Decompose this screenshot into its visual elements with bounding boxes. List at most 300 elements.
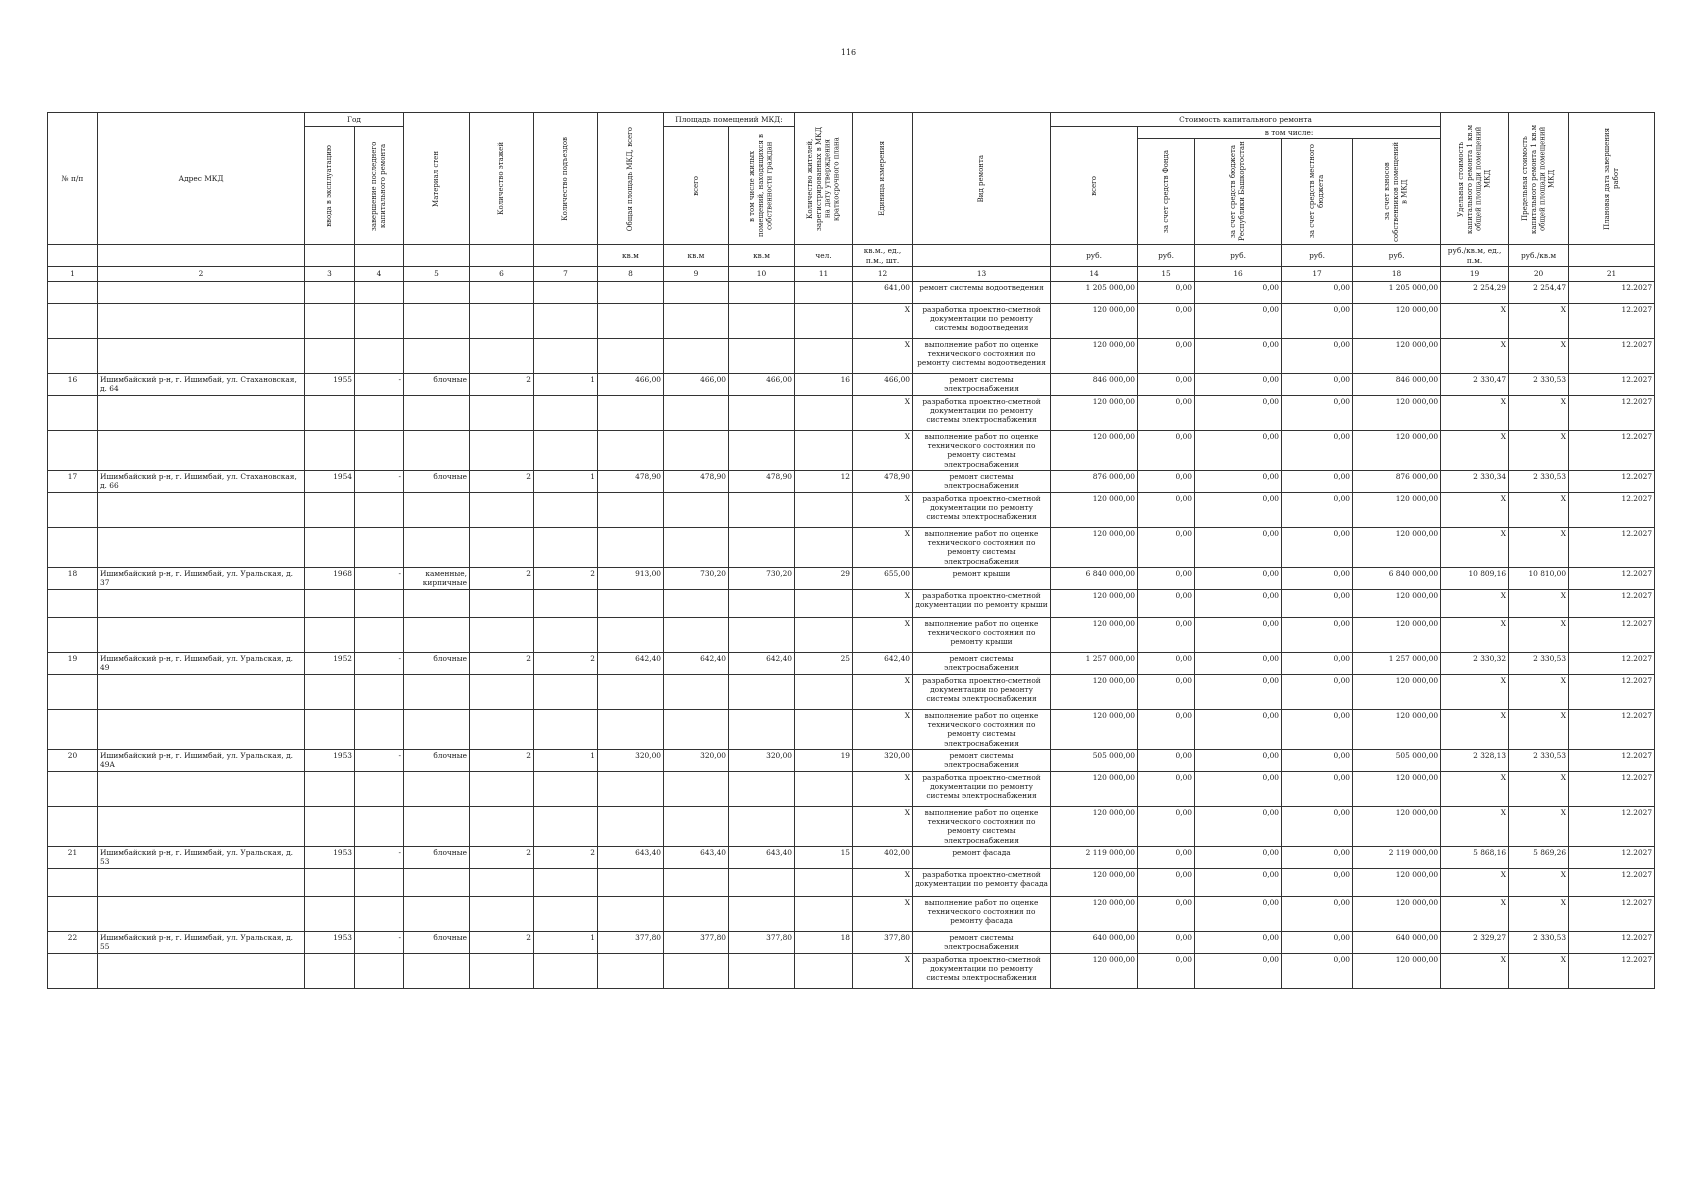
cell-fl: 2 [470,846,534,868]
cell-sp: 2 329,27 [1441,931,1509,953]
table-row [48,709,1655,749]
cell-cap: - [355,749,404,771]
cell-f: 0,00 [1138,652,1195,674]
cell-f: 0,00 [1138,868,1195,896]
cell-n: 20 [48,749,98,771]
cell-f: 0,00 [1138,395,1195,430]
cell-o: 640 000,00 [1353,931,1441,953]
cell-n [48,430,98,470]
cell-f: 0,00 [1138,806,1195,846]
cell-n [48,771,98,806]
cell-s2 [664,527,729,567]
cell-t: 120 000,00 [1051,617,1138,652]
cell-b: 0,00 [1195,589,1282,617]
cell-lim: X [1509,589,1569,617]
cell-sp: X [1441,395,1509,430]
cell-fl [470,868,534,896]
cell-f: 0,00 [1138,953,1195,988]
cell-lim: 2 330,53 [1509,470,1569,492]
table-row [48,868,1655,896]
cell-u: 377,80 [853,931,913,953]
cell-t: 505 000,00 [1051,749,1138,771]
cell-s3: 642,40 [729,652,795,674]
cell-sp: X [1441,527,1509,567]
cell-d: 12.2027 [1569,868,1655,896]
cell-s1 [598,617,664,652]
cell-cap [355,806,404,846]
cell-ppl [795,896,853,931]
cell-u: X [853,617,913,652]
cell-b: 0,00 [1195,373,1282,395]
cell-cap: - [355,931,404,953]
cell-b: 0,00 [1195,430,1282,470]
cell-t: 120 000,00 [1051,771,1138,806]
cell-t: 640 000,00 [1051,931,1138,953]
cell-t: 6 840 000,00 [1051,567,1138,589]
cell-s3 [729,617,795,652]
cell-lim: X [1509,492,1569,527]
cell-ppl [795,281,853,303]
cell-s2: 643,40 [664,846,729,868]
cell-b: 0,00 [1195,806,1282,846]
cell-u: X [853,492,913,527]
cell-f: 0,00 [1138,896,1195,931]
cell-pod [534,771,598,806]
cell-o: 120 000,00 [1353,674,1441,709]
cell-work: разработка проектно-сметной документации по ремонту фасада [913,868,1051,896]
cell-mat [404,527,470,567]
cell-y: 1954 [305,470,355,492]
cell-o: 846 000,00 [1353,373,1441,395]
table-body [48,281,1655,988]
cell-work: разработка проектно-сметной документации по ремонту системы электроснабжения [913,492,1051,527]
cell-mat: блочные [404,846,470,868]
cell-lim: 5 869,26 [1509,846,1569,868]
cell-lim: X [1509,771,1569,806]
cell-s3 [729,430,795,470]
cell-m: 0,00 [1282,338,1353,373]
cell-o: 120 000,00 [1353,430,1441,470]
cell-ppl [795,953,853,988]
cell-ppl [795,338,853,373]
cell-fl [470,709,534,749]
cell-m: 0,00 [1282,492,1353,527]
cell-s3 [729,589,795,617]
cell-n [48,806,98,846]
cell-u: X [853,953,913,988]
cell-s2 [664,338,729,373]
cell-addr [98,709,305,749]
cell-addr: Ишимбайский р-н, г. Ишимбай, ул. Стахановская, д. 64 [98,373,305,395]
cell-f: 0,00 [1138,617,1195,652]
cell-ppl [795,868,853,896]
cell-sp: 10 809,16 [1441,567,1509,589]
cell-y [305,492,355,527]
cell-addr [98,771,305,806]
cell-cap [355,896,404,931]
cell-b: 0,00 [1195,395,1282,430]
cell-s3 [729,303,795,338]
cell-d: 12.2027 [1569,567,1655,589]
cell-s3: 643,40 [729,846,795,868]
cell-s3 [729,395,795,430]
cell-fl: 2 [470,567,534,589]
cell-lim: X [1509,303,1569,338]
cell-f: 0,00 [1138,430,1195,470]
header-local-budget: за счет средств местного бюджета [1282,139,1353,245]
cell-t: 120 000,00 [1051,338,1138,373]
cell-t: 120 000,00 [1051,430,1138,470]
cell-d: 12.2027 [1569,846,1655,868]
cell-ppl: 19 [795,749,853,771]
header-residents: Количество жителей, зарегистрированных в МКД на дату утверждения краткосрочного плана [795,113,853,245]
cell-u: X [853,527,913,567]
cell-s2 [664,430,729,470]
cell-sp: X [1441,674,1509,709]
cell-d: 12.2027 [1569,338,1655,373]
cell-cap [355,771,404,806]
cell-lim: 2 254,47 [1509,281,1569,303]
cell-work: ремонт фасада [913,846,1051,868]
cell-addr: Ишимбайский р-н, г. Ишимбай, ул. Уральская, д. 37 [98,567,305,589]
cell-lim: X [1509,674,1569,709]
cell-y [305,395,355,430]
cell-lim: 2 330,53 [1509,749,1569,771]
cell-mat [404,771,470,806]
cell-m: 0,00 [1282,303,1353,338]
cell-o: 120 000,00 [1353,953,1441,988]
cell-n [48,617,98,652]
cell-m: 0,00 [1282,589,1353,617]
cell-f: 0,00 [1138,931,1195,953]
cell-lim: 2 330,53 [1509,373,1569,395]
cell-u: 320,00 [853,749,913,771]
cell-fl [470,430,534,470]
cell-f: 0,00 [1138,674,1195,709]
cell-m: 0,00 [1282,567,1353,589]
cell-y [305,303,355,338]
cell-s3 [729,771,795,806]
cell-u: X [853,868,913,896]
cell-s2 [664,617,729,652]
cell-s2 [664,674,729,709]
cell-lim: X [1509,430,1569,470]
cell-b: 0,00 [1195,303,1282,338]
cell-s2 [664,709,729,749]
cell-work: выполнение работ по оценке технического состояния по ремонту системы электроснабжения [913,430,1051,470]
cell-sp: X [1441,896,1509,931]
cell-lim: X [1509,395,1569,430]
cell-f: 0,00 [1138,527,1195,567]
cell-work: разработка проектно-сметной документации по ремонту системы электроснабжения [913,395,1051,430]
cell-m: 0,00 [1282,674,1353,709]
cell-fl [470,674,534,709]
header-finish-date: Плановая дата завершения работ [1569,113,1655,245]
cell-o: 1 257 000,00 [1353,652,1441,674]
cell-t: 120 000,00 [1051,953,1138,988]
cell-f: 0,00 [1138,749,1195,771]
cell-s1 [598,430,664,470]
cell-lim: 2 330,53 [1509,931,1569,953]
cell-s3: 466,00 [729,373,795,395]
cell-mat: каменные, кирпичные [404,567,470,589]
cell-s1 [598,674,664,709]
cell-ppl [795,430,853,470]
cell-s3 [729,896,795,931]
cell-u: 466,00 [853,373,913,395]
cell-cap [355,281,404,303]
cell-d: 12.2027 [1569,617,1655,652]
cell-d: 12.2027 [1569,771,1655,806]
cell-m: 0,00 [1282,617,1353,652]
cell-f: 0,00 [1138,373,1195,395]
cell-fl [470,771,534,806]
cell-sp: X [1441,771,1509,806]
cell-f: 0,00 [1138,303,1195,338]
cell-ppl [795,617,853,652]
table-row [48,373,1655,395]
cell-mat: блочные [404,470,470,492]
cell-addr [98,527,305,567]
cell-b: 0,00 [1195,771,1282,806]
cell-y: 1968 [305,567,355,589]
cell-sp: X [1441,868,1509,896]
cell-o: 120 000,00 [1353,709,1441,749]
cell-mat [404,589,470,617]
cell-s2 [664,771,729,806]
cell-s1 [598,338,664,373]
cell-y [305,430,355,470]
cell-n: 21 [48,846,98,868]
cell-o: 120 000,00 [1353,338,1441,373]
page-number: 116 [840,48,857,57]
cell-mat [404,281,470,303]
cell-work: выполнение работ по оценке технического состояния по ремонту крыши [913,617,1051,652]
cell-pod [534,395,598,430]
cell-pod [534,953,598,988]
table-row [48,806,1655,846]
cell-d: 12.2027 [1569,470,1655,492]
cell-cap [355,527,404,567]
cell-work: выполнение работ по оценке технического состояния по ремонту системы водоотведения [913,338,1051,373]
cell-n: 19 [48,652,98,674]
cell-addr: Ишимбайский р-н, г. Ишимбай, ул. Уральская, д. 53 [98,846,305,868]
cell-addr: Ишимбайский р-н, г. Ишимбай, ул. Уральская, д. 49 [98,652,305,674]
cell-mat [404,896,470,931]
table-row [48,589,1655,617]
cell-u: X [853,806,913,846]
cell-addr [98,281,305,303]
cell-f: 0,00 [1138,338,1195,373]
cell-pod: 1 [534,749,598,771]
cell-pod [534,674,598,709]
cell-ppl [795,395,853,430]
cell-t: 120 000,00 [1051,896,1138,931]
cell-m: 0,00 [1282,931,1353,953]
cell-s3: 730,20 [729,567,795,589]
cell-b: 0,00 [1195,492,1282,527]
cell-u: 402,00 [853,846,913,868]
cell-cap [355,338,404,373]
cell-d: 12.2027 [1569,931,1655,953]
cell-ppl [795,806,853,846]
header-repair-type: Вид ремонта [913,113,1051,245]
table-row [48,953,1655,988]
cell-m: 0,00 [1282,896,1353,931]
cell-t: 120 000,00 [1051,303,1138,338]
cell-pod: 2 [534,652,598,674]
cell-lim: X [1509,617,1569,652]
cell-sp: X [1441,430,1509,470]
cell-fl [470,806,534,846]
cell-o: 505 000,00 [1353,749,1441,771]
cell-pod [534,896,598,931]
table-row [48,567,1655,589]
cell-o: 120 000,00 [1353,868,1441,896]
cell-u: X [853,338,913,373]
cell-d: 12.2027 [1569,492,1655,527]
cell-u: X [853,709,913,749]
column-numbers-row: 1 2 3 4 5 6 7 8 9 10 11 12 13 14 15 16 17 18 19 20 21 [48,266,1655,281]
units-row: кв.м кв.м кв.м чел. кв.м., ед., п.м., шт. руб. руб. руб. руб. руб. руб./кв.м, ед., п.м. руб./кв.м [48,245,1655,267]
cell-u: 478,90 [853,470,913,492]
cell-m: 0,00 [1282,709,1353,749]
cell-cap [355,709,404,749]
header-area-group: Площадь помещений МКД: [664,113,795,127]
cell-sp: X [1441,303,1509,338]
cell-fl: 2 [470,373,534,395]
cell-sp: X [1441,338,1509,373]
cell-fl [470,896,534,931]
cell-t: 876 000,00 [1051,470,1138,492]
cell-work: ремонт системы электроснабжения [913,652,1051,674]
cell-u: X [853,395,913,430]
cell-d: 12.2027 [1569,806,1655,846]
cell-s2 [664,303,729,338]
cell-o: 120 000,00 [1353,395,1441,430]
cell-y [305,527,355,567]
header-year-group: Год [305,113,404,127]
cell-d: 12.2027 [1569,709,1655,749]
cell-s1 [598,589,664,617]
cell-work: ремонт системы электроснабжения [913,931,1051,953]
cell-f: 0,00 [1138,470,1195,492]
cell-pod [534,430,598,470]
cell-y [305,617,355,652]
cell-y [305,953,355,988]
cell-t: 1 205 000,00 [1051,281,1138,303]
cell-addr [98,338,305,373]
cell-pod: 1 [534,373,598,395]
header-cost-total: всего [1051,127,1138,245]
cell-work: выполнение работ по оценке технического состояния по ремонту системы электроснабжения [913,709,1051,749]
cell-addr: Ишимбайский р-н, г. Ишимбай, ул. Уральская, д. 49А [98,749,305,771]
cell-b: 0,00 [1195,617,1282,652]
cell-m: 0,00 [1282,395,1353,430]
cell-o: 120 000,00 [1353,589,1441,617]
cell-ppl [795,674,853,709]
cell-u: X [853,303,913,338]
cell-pod: 2 [534,846,598,868]
cell-addr [98,953,305,988]
cell-s1 [598,771,664,806]
cell-pod [534,303,598,338]
cell-f: 0,00 [1138,567,1195,589]
header-area-total: всего [664,127,729,245]
cell-t: 120 000,00 [1051,709,1138,749]
cell-ppl: 12 [795,470,853,492]
cell-ppl: 29 [795,567,853,589]
cell-addr [98,806,305,846]
cell-sp: 2 254,29 [1441,281,1509,303]
cell-lim: X [1509,338,1569,373]
cell-s1 [598,492,664,527]
cell-ppl: 15 [795,846,853,868]
cell-s1 [598,806,664,846]
cell-cap [355,617,404,652]
table-header [48,113,1655,282]
cell-mat [404,430,470,470]
cell-fl [470,303,534,338]
header-floors: Количество этажей [470,113,534,245]
cell-pod: 1 [534,931,598,953]
cell-sp: 5 868,16 [1441,846,1509,868]
cell-y: 1953 [305,931,355,953]
cell-fl: 2 [470,749,534,771]
cell-sp: X [1441,617,1509,652]
cell-t: 120 000,00 [1051,674,1138,709]
cell-ppl: 18 [795,931,853,953]
cell-addr [98,303,305,338]
cell-s2: 466,00 [664,373,729,395]
cell-y: 1953 [305,749,355,771]
cell-addr [98,674,305,709]
cell-y [305,338,355,373]
cell-b: 0,00 [1195,846,1282,868]
cell-s3 [729,709,795,749]
cell-mat [404,617,470,652]
cell-addr [98,617,305,652]
cell-addr [98,492,305,527]
cell-n [48,896,98,931]
cell-m: 0,00 [1282,527,1353,567]
cell-t: 120 000,00 [1051,868,1138,896]
cell-mat [404,395,470,430]
table-row [48,303,1655,338]
cell-s1 [598,868,664,896]
cell-sp: 2 328,13 [1441,749,1509,771]
cell-s2 [664,953,729,988]
table-row [48,527,1655,567]
cell-lim: X [1509,806,1569,846]
cell-o: 2 119 000,00 [1353,846,1441,868]
cell-lim: X [1509,868,1569,896]
cell-addr [98,395,305,430]
cell-s2 [664,281,729,303]
cell-pod [534,868,598,896]
cell-s1: 642,40 [598,652,664,674]
header-address: Адрес МКД [98,113,305,245]
cell-u: 642,40 [853,652,913,674]
cell-cap [355,492,404,527]
cell-b: 0,00 [1195,567,1282,589]
cell-o: 120 000,00 [1353,617,1441,652]
cell-n [48,303,98,338]
table-row [48,896,1655,931]
cell-t: 120 000,00 [1051,527,1138,567]
cell-b: 0,00 [1195,868,1282,896]
cell-d: 12.2027 [1569,953,1655,988]
